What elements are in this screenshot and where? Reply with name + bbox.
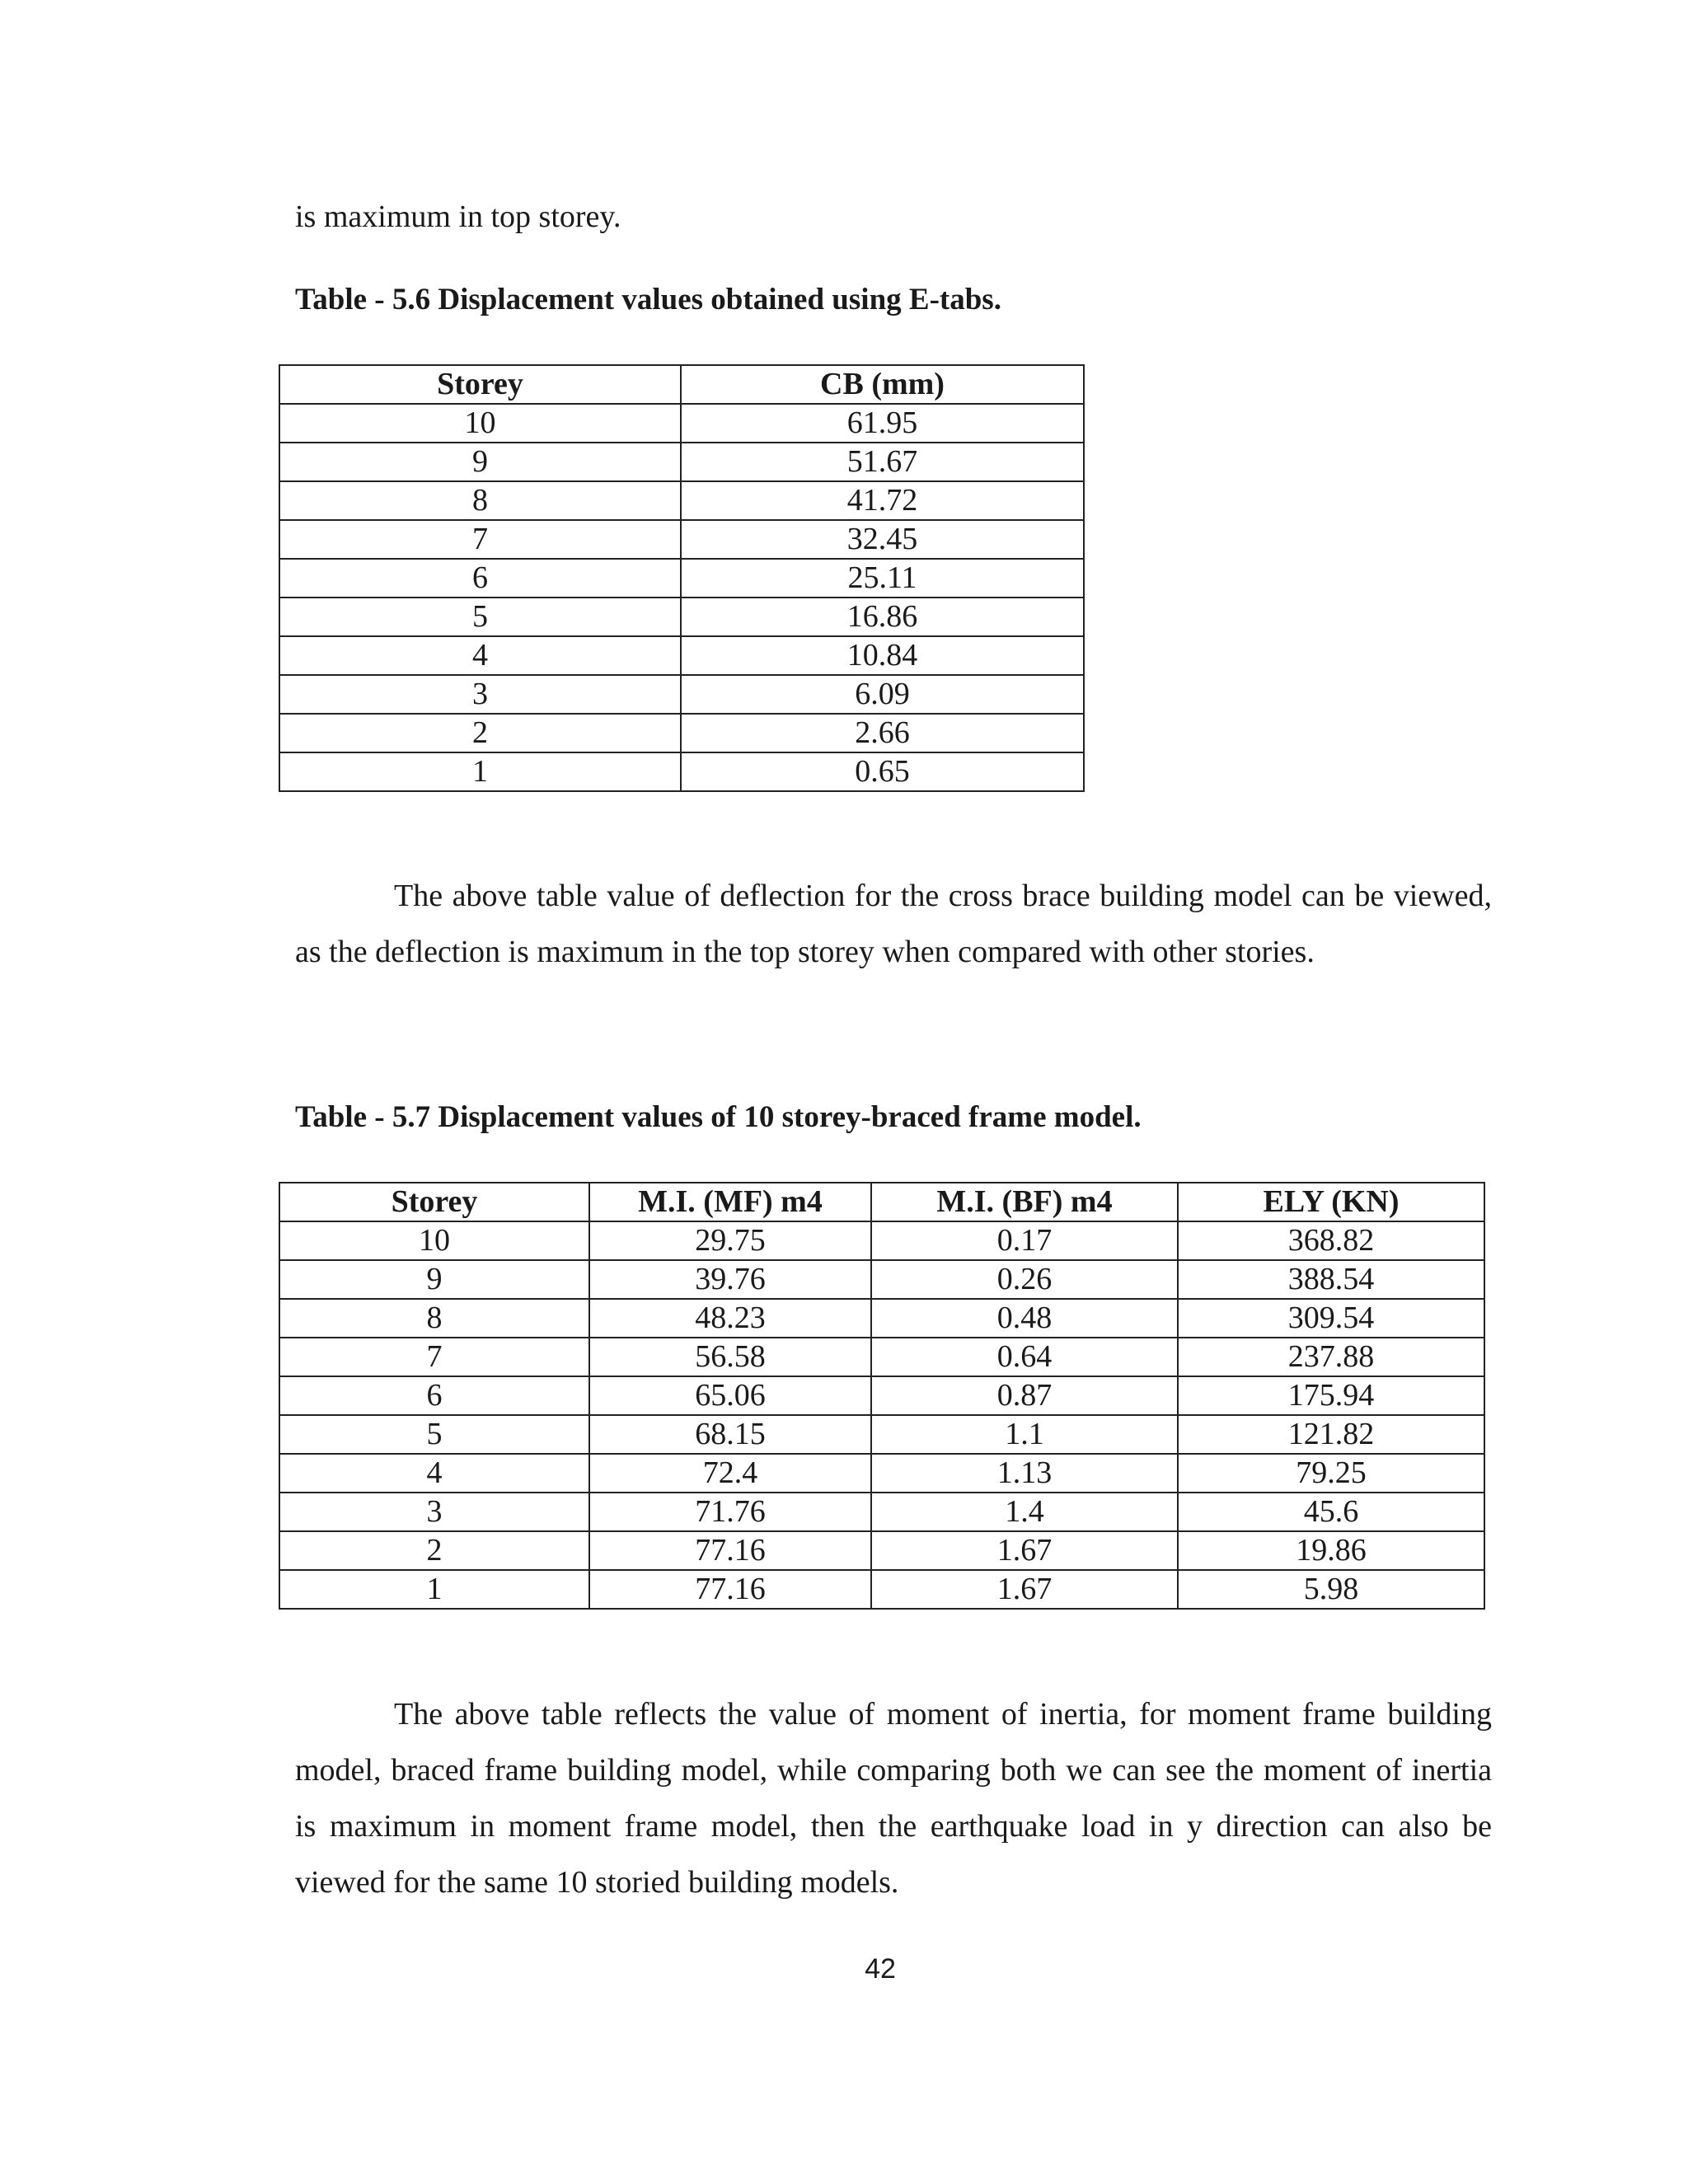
table-cell: 7	[279, 1338, 589, 1376]
table-row	[279, 752, 1084, 791]
table-cell: 1.4	[871, 1493, 1178, 1531]
table-cell: 8	[279, 1299, 589, 1338]
table-cell: 1	[279, 1570, 589, 1609]
paragraph-deflection: The above table value of deflection for the cross brace building model can be viewed, as the deflection is maximum in the top storey when compared with other stories.	[295, 879, 1492, 969]
table-row	[279, 1260, 1484, 1299]
table-cell: 309.54	[1178, 1299, 1484, 1338]
table-row	[279, 1221, 1484, 1260]
table-cell: 10.84	[681, 636, 1084, 675]
table-cell: 0.87	[871, 1376, 1178, 1415]
table-cell: 41.72	[681, 481, 1084, 520]
table-cell: 9	[279, 443, 681, 481]
table-cell: 19.86	[1178, 1531, 1484, 1570]
table-cell: 1.67	[871, 1531, 1178, 1570]
table-row	[279, 1493, 1484, 1531]
table-cell: 10	[279, 1221, 589, 1260]
table-5-6-caption: Table - 5.6 Displacement values obtained using E-tabs.	[295, 283, 1001, 316]
table-cell: 2	[279, 714, 681, 752]
table-cell: 7	[279, 520, 681, 559]
table-row	[279, 1415, 1484, 1454]
table-cell: 1.67	[871, 1570, 1178, 1609]
table-cell: 5	[279, 1415, 589, 1454]
table-cell: 3	[279, 1493, 589, 1531]
table-cell: 10	[279, 404, 681, 443]
table-header-row	[279, 365, 1084, 404]
table-cell: 25.11	[681, 559, 1084, 598]
table-cell: 8	[279, 481, 681, 520]
table-cell: 0.26	[871, 1260, 1178, 1299]
table-cell: 0.64	[871, 1338, 1178, 1376]
table-row	[279, 1338, 1484, 1376]
table-header-row	[279, 1183, 1484, 1221]
table-row	[279, 636, 1084, 675]
table-cell: 2.66	[681, 714, 1084, 752]
table-cell: 77.16	[589, 1570, 871, 1609]
column-header: Storey	[279, 1183, 589, 1221]
table-cell: 32.45	[681, 520, 1084, 559]
table-cell: 3	[279, 675, 681, 714]
table-row	[279, 714, 1084, 752]
table-cell: 6	[279, 559, 681, 598]
table-cell: 388.54	[1178, 1260, 1484, 1299]
table-cell: 72.4	[589, 1454, 871, 1493]
table-5-7-caption: Table - 5.7 Displacement values of 10 storey-braced frame model.	[295, 1100, 1142, 1134]
table-cell: 79.25	[1178, 1454, 1484, 1493]
table-cell: 68.15	[589, 1415, 871, 1454]
table-cell: 56.58	[589, 1338, 871, 1376]
displacement-table-braced-frame	[279, 1182, 1485, 1610]
table-cell: 0.17	[871, 1221, 1178, 1260]
table-cell: 0.48	[871, 1299, 1178, 1338]
table-cell: 0.65	[681, 752, 1084, 791]
table-cell: 5.98	[1178, 1570, 1484, 1609]
paragraph-moment-of-inertia: The above table reflects the value of moment of inertia, for moment frame building model, braced frame building model, while comparing both we can see the moment of inertia is maximum in moment frame model, then the earthquake load in y direction can also be viewed for the same 10 storied building models.	[295, 1697, 1492, 1900]
table-cell: 6.09	[681, 675, 1084, 714]
table-cell: 29.75	[589, 1221, 871, 1260]
table-cell: 5	[279, 598, 681, 636]
table-cell: 4	[279, 1454, 589, 1493]
table-cell: 48.23	[589, 1299, 871, 1338]
column-header: ELY (KN)	[1178, 1183, 1484, 1221]
table-cell: 1	[279, 752, 681, 791]
table-cell: 2	[279, 1531, 589, 1570]
table-cell: 77.16	[589, 1531, 871, 1570]
table-cell: 71.76	[589, 1493, 871, 1531]
table-cell: 65.06	[589, 1376, 871, 1415]
table-cell: 175.94	[1178, 1376, 1484, 1415]
table-row	[279, 520, 1084, 559]
table-row	[279, 404, 1084, 443]
table-cell: 39.76	[589, 1260, 871, 1299]
table-cell: 368.82	[1178, 1221, 1484, 1260]
displacement-table-cb	[279, 364, 1085, 792]
table-cell: 4	[279, 636, 681, 675]
table-row	[279, 559, 1084, 598]
table-cell: 51.67	[681, 443, 1084, 481]
table-cell: 237.88	[1178, 1338, 1484, 1376]
table-cell: 1.1	[871, 1415, 1178, 1454]
table-cell: 121.82	[1178, 1415, 1484, 1454]
table-cell: 16.86	[681, 598, 1084, 636]
table-cell: 61.95	[681, 404, 1084, 443]
intro-fragment: is maximum in top storey.	[295, 199, 621, 234]
table-row	[279, 1531, 1484, 1570]
table-row	[279, 481, 1084, 520]
table-row	[279, 443, 1084, 481]
column-header: CB (mm)	[681, 365, 1084, 404]
table-cell: 1.13	[871, 1454, 1178, 1493]
table-cell: 45.6	[1178, 1493, 1484, 1531]
table-row	[279, 1454, 1484, 1493]
column-header: Storey	[279, 365, 681, 404]
column-header: M.I. (BF) m4	[871, 1183, 1178, 1221]
table-row	[279, 675, 1084, 714]
table-row	[279, 1376, 1484, 1415]
table-row	[279, 598, 1084, 636]
column-header: M.I. (MF) m4	[589, 1183, 871, 1221]
page-number: 42	[865, 1953, 896, 1985]
table-cell: 9	[279, 1260, 589, 1299]
table-row	[279, 1570, 1484, 1609]
table-cell: 6	[279, 1376, 589, 1415]
table-row	[279, 1299, 1484, 1338]
